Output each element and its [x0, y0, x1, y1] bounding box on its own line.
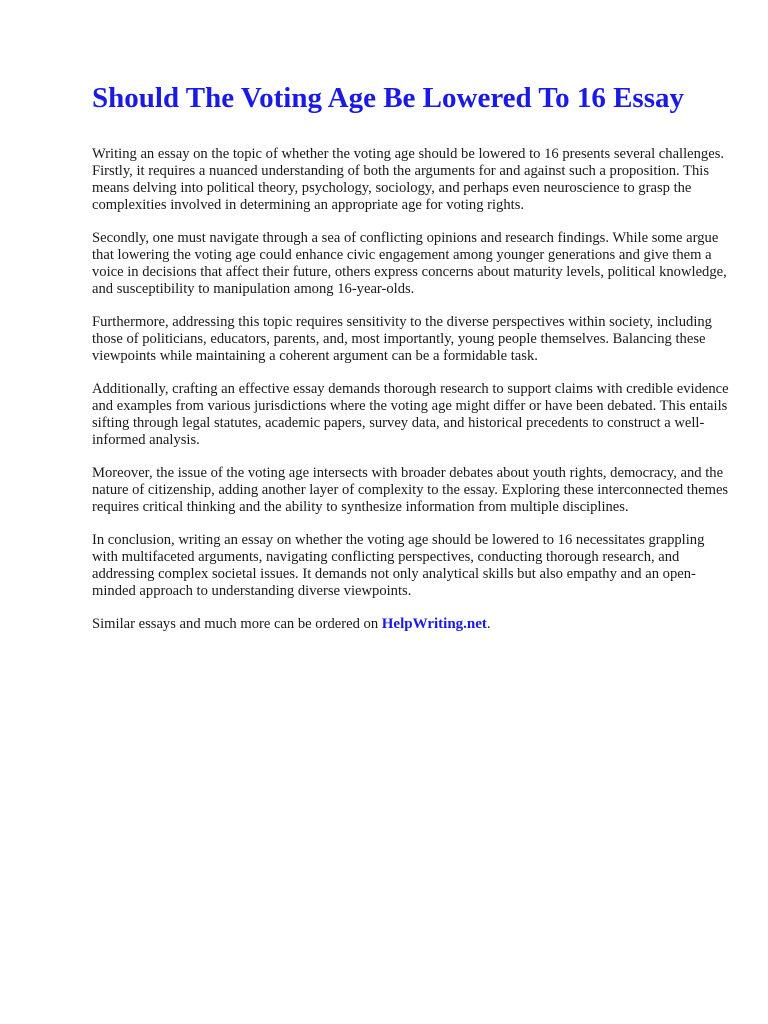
paragraph-2: Secondly, one must navigate through a sea of conflicting opinions and research findings. While some argue that lowering the voting age could enhance civic engagement among younger generations and give them a voice in decisions that affect their future, others express concerns about maturity levels, political knowledge, and susceptibility to manipulation among 16-year-olds.: [92, 230, 727, 297]
page-title: Should The Voting Age Be Lowered To 16 Essay: [92, 82, 684, 114]
order-note-prefix: Similar essays and much more can be ordered on: [92, 616, 382, 632]
paragraph-3: Furthermore, addressing this topic requires sensitivity to the diverse perspectives within society, including those of politicians, educators, parents, and, most importantly, young people themselves. Balancing these viewpoints while maintaining a coherent argument can be a formidable task.: [92, 314, 712, 364]
paragraph-1: Writing an essay on the topic of whether the voting age should be lowered to 16 presents several challenges. Firstly, it requires a nuanced understanding of both the arguments for and against such a proposition. This means delving into political theory, psychology, sociology, and perhaps even neuroscience to grasp the complexities involved in determining an appropriate age for voting rights.: [92, 146, 725, 213]
document-body: [92, 146, 732, 633]
helpwriting-link[interactable]: HelpWriting.net: [381, 616, 487, 632]
order-note: [92, 616, 732, 633]
paragraph-6: In conclusion, writing an essay on whether the voting age should be lowered to 16 necessitates grappling with multifaceted arguments, navigating conflicting perspectives, conducting thorough research, and addressing complex societal issues. It demands not only analytical skills but also empathy and an open-minded approach to understanding diverse viewpoints.: [92, 532, 705, 599]
paragraph-4: Additionally, crafting an effective essay demands thorough research to support claims with credible evidence and examples from various jurisdictions where the voting age might differ or have been debated. This entails sifting through legal statutes, academic papers, survey data, and historical precedents to construct a well-informed analysis.: [92, 381, 729, 448]
paragraph-5: Moreover, the issue of the voting age intersects with broader debates about youth rights, democracy, and the nature of citizenship, adding another layer of complexity to the essay. Exploring these interconnected themes requires critical thinking and the ability to synthesize information from multiple disciplines.: [92, 465, 729, 515]
order-note-suffix: .: [486, 616, 491, 632]
